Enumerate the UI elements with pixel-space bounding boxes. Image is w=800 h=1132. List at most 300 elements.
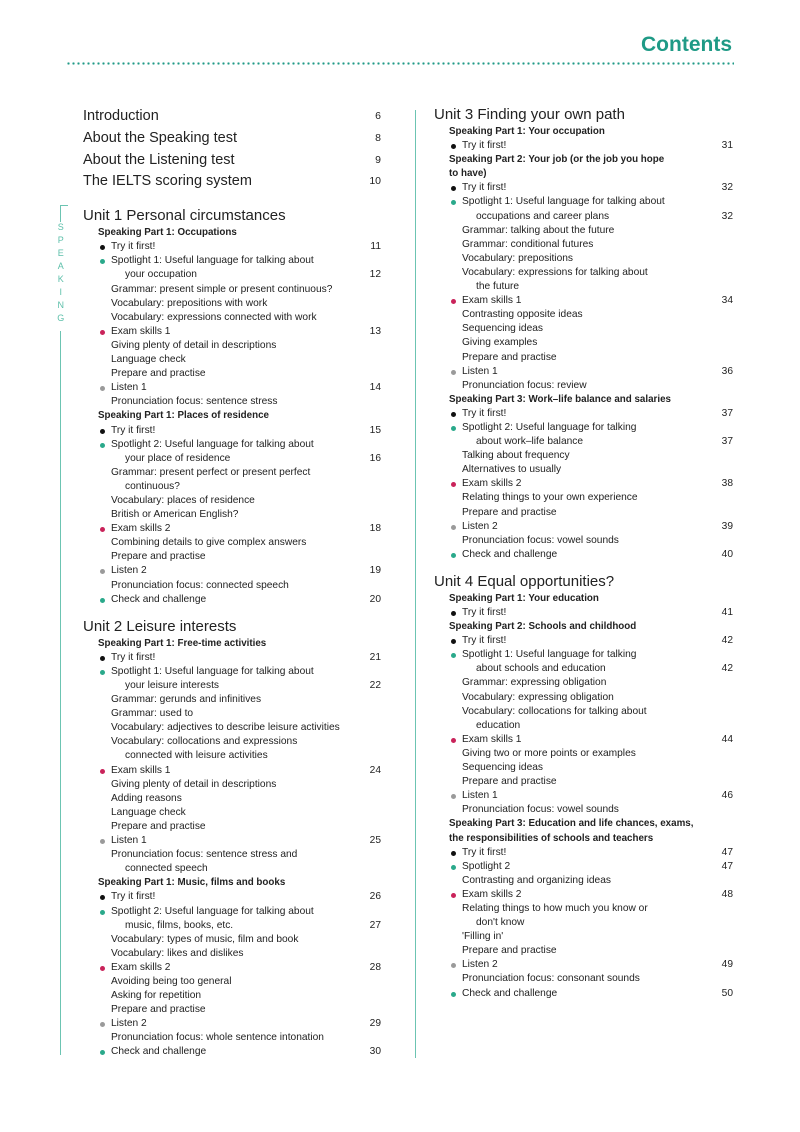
entry-text: Unit 4 Equal opportunities? — [434, 572, 615, 590]
entry-text: Exam skills 2 — [111, 523, 171, 535]
grey-bullet-icon — [451, 963, 456, 968]
contents-subentry[interactable] — [83, 721, 381, 735]
contents-subentry[interactable] — [434, 676, 733, 690]
contents-subentry[interactable] — [434, 930, 733, 944]
page-number: 49 — [721, 959, 733, 971]
entry-text: Try it first! — [111, 651, 156, 663]
entry-text: Spotlight 1: Useful language for talking — [462, 649, 637, 661]
entry-text: Grammar: conditional futures — [462, 238, 594, 250]
page-number: 48 — [721, 888, 733, 900]
contents-entry[interactable] — [83, 905, 381, 919]
contents-subentry[interactable] — [434, 761, 733, 775]
entry-text: Prepare and practise — [462, 776, 557, 788]
contents-subentry[interactable] — [434, 308, 733, 322]
entry-text: Combining details to give complex answers — [111, 537, 307, 549]
contents-entry[interactable] — [83, 564, 381, 578]
contents-subentry[interactable] — [83, 339, 381, 353]
contents-subentry[interactable] — [434, 224, 733, 238]
entry-text: Exam skills 1 — [111, 325, 171, 337]
entry-text: Unit 1 Personal circumstances — [83, 207, 286, 225]
contents-entry[interactable] — [434, 846, 733, 860]
contents-subentry[interactable] — [434, 463, 733, 477]
page-number: 46 — [721, 790, 733, 802]
contents-subentry[interactable] — [83, 579, 381, 593]
black-bullet-icon — [100, 429, 105, 434]
entry-text: Speaking Part 1: Occupations — [98, 227, 237, 239]
contents-entry[interactable] — [83, 593, 381, 607]
contents-entry[interactable] — [434, 987, 733, 1001]
grey-bullet-icon — [451, 525, 456, 530]
section-heading[interactable] — [83, 409, 381, 423]
entry-text: Speaking Part 1: Free-time activities — [98, 637, 267, 649]
page-number: 10 — [369, 175, 381, 188]
page-number: 14 — [369, 382, 381, 394]
contents-subentry[interactable] — [434, 238, 733, 252]
green-bullet-icon — [451, 865, 456, 870]
entry-text: Pronunciation focus: review — [462, 379, 587, 391]
red-bullet-icon — [451, 738, 456, 743]
contents-subentry-continued[interactable] — [434, 719, 733, 733]
contents-subentry-continued[interactable] — [434, 280, 733, 294]
contents-column-right — [434, 106, 733, 1001]
entry-text: Exam skills 2 — [462, 888, 522, 900]
contents-entry[interactable] — [434, 888, 733, 902]
contents-entry[interactable] — [434, 181, 733, 195]
entry-text: Language check — [111, 354, 186, 366]
entry-text: Pronunciation focus: connected speech — [111, 579, 289, 591]
page-number: 37 — [721, 407, 733, 419]
entry-text: Speaking Part 1: Music, films and books — [98, 877, 286, 889]
entry-text: Spotlight 2: Useful language for talking about — [111, 905, 314, 917]
contents-entry[interactable] — [434, 548, 733, 562]
entry-text: Alternatives to usually — [462, 464, 562, 476]
contents-subentry[interactable] — [434, 775, 733, 789]
entry-text: about schools and education — [476, 663, 606, 675]
contents-subentry[interactable] — [83, 778, 381, 792]
section-heading[interactable] — [434, 832, 733, 846]
page-number: 32 — [721, 210, 733, 222]
entry-text: Prepare and practise — [111, 1004, 206, 1016]
entry-text: Prepare and practise — [111, 820, 206, 832]
contents-entry[interactable] — [83, 522, 381, 536]
section-heading[interactable] — [83, 226, 381, 240]
contents-column-left — [83, 106, 381, 1060]
contents-subentry[interactable] — [434, 449, 733, 463]
contents-subentry[interactable] — [434, 266, 733, 280]
entry-text: 'Filling in' — [462, 931, 504, 943]
red-bullet-icon — [100, 527, 105, 532]
contents-subentry[interactable] — [83, 975, 381, 989]
grey-bullet-icon — [451, 794, 456, 799]
contents-entry[interactable] — [434, 365, 733, 379]
entry-text: Grammar: gerunds and infinitives — [111, 694, 262, 706]
entry-text: Contrasting opposite ideas — [462, 309, 583, 321]
entry-text: Vocabulary: places of residence — [111, 494, 255, 506]
section-heading[interactable] — [434, 167, 733, 181]
contents-subentry-continued[interactable] — [434, 916, 733, 930]
contents-entry[interactable] — [83, 890, 381, 904]
entry-text: Sequencing ideas — [462, 323, 543, 335]
entry-text: Pronunciation focus: vowel sounds — [462, 804, 619, 816]
entry-text: Speaking Part 2: Schools and childhood — [449, 621, 637, 633]
red-bullet-icon — [100, 966, 105, 971]
contents-subentry-continued[interactable] — [434, 210, 733, 224]
contents-entry[interactable] — [434, 634, 733, 648]
contents-subentry-continued[interactable] — [83, 862, 381, 876]
column-divider — [415, 110, 416, 1058]
entry-text: Speaking Part 1: Your occupation — [449, 126, 605, 137]
contents-subentry[interactable] — [83, 395, 381, 409]
contents-subentry-continued[interactable] — [83, 749, 381, 763]
entry-text: Grammar: present simple or present continuous? — [111, 283, 333, 295]
section-heading[interactable] — [434, 620, 733, 634]
page-title: Contents — [641, 33, 732, 56]
entry-text: Giving plenty of detail in descriptions — [111, 339, 277, 351]
contents-entry[interactable] — [434, 421, 733, 435]
entry-text: Try it first! — [111, 424, 156, 436]
contents-subentry[interactable] — [83, 707, 381, 721]
entry-text: the responsibilities of schools and teachers — [449, 832, 654, 844]
contents-subentry[interactable] — [83, 550, 381, 564]
black-bullet-icon — [451, 639, 456, 644]
entry-text: Pronunciation focus: sentence stress — [111, 396, 278, 408]
page-number: 36 — [721, 365, 733, 377]
section-heading[interactable] — [434, 817, 733, 831]
contents-entry[interactable] — [83, 381, 381, 395]
contents-subentry[interactable] — [434, 351, 733, 365]
entry-text: Check and challenge — [111, 593, 207, 605]
contents-subentry[interactable] — [83, 820, 381, 834]
section-heading[interactable] — [434, 393, 733, 407]
contents-entry[interactable] — [83, 1045, 381, 1059]
red-bullet-icon — [100, 330, 105, 335]
grey-bullet-icon — [100, 1022, 105, 1027]
front-matter-entry[interactable] — [83, 150, 381, 172]
entry-text: Prepare and practise — [111, 551, 206, 563]
contents-subentry-continued[interactable] — [83, 919, 381, 933]
entry-text: don't know — [476, 917, 525, 929]
entry-text: Spotlight 1: Useful language for talking about — [111, 665, 314, 677]
page-number: 42 — [721, 663, 733, 675]
green-bullet-icon — [100, 443, 105, 448]
entry-text: to have) — [449, 168, 487, 180]
entry-text: Prepare and practise — [111, 368, 206, 380]
contents-subentry[interactable] — [434, 322, 733, 336]
entry-text: your leisure interests — [125, 680, 219, 691]
contents-entry[interactable] — [434, 139, 733, 153]
page-number: 13 — [369, 325, 381, 337]
contents-entry[interactable] — [83, 651, 381, 665]
page-number: 28 — [369, 961, 381, 973]
contents-entry[interactable] — [434, 294, 733, 308]
green-bullet-icon — [451, 653, 456, 658]
entry-text: Relating things to how much you know or — [462, 902, 648, 914]
entry-text: Try it first! — [462, 182, 507, 194]
green-bullet-icon — [100, 1050, 105, 1055]
section-heading[interactable] — [434, 125, 733, 139]
entry-text: about work–life balance — [476, 436, 584, 448]
entry-text: education — [476, 719, 521, 731]
entry-text: Contrasting and organizing ideas — [462, 874, 611, 886]
contents-entry[interactable] — [83, 834, 381, 848]
contents-subentry[interactable] — [434, 336, 733, 350]
contents-entry[interactable] — [83, 438, 381, 452]
contents-subentry[interactable] — [434, 506, 733, 520]
contents-subentry[interactable] — [83, 536, 381, 550]
entry-text: Vocabulary: collocations and expressions — [111, 736, 298, 748]
entry-text: Listen 2 — [111, 565, 147, 577]
front-matter-entry[interactable] — [83, 128, 381, 150]
grey-bullet-icon — [451, 370, 456, 375]
contents-subentry[interactable] — [83, 933, 381, 947]
entry-text: Unit 2 Leisure interests — [83, 617, 237, 635]
entry-text: Spotlight 2: Useful language for talking about — [111, 438, 314, 450]
unit-heading[interactable] — [434, 106, 733, 124]
entry-text: Grammar: talking about the future — [462, 224, 615, 236]
entry-text: Spotlight 2: Useful language for talking — [462, 421, 637, 433]
page-number: 16 — [369, 452, 381, 464]
page-number: 25 — [369, 835, 381, 847]
contents-subentry[interactable] — [434, 705, 733, 719]
contents-entry[interactable] — [83, 764, 381, 778]
entry-text: Listen 2 — [111, 1018, 147, 1030]
unit-heading[interactable] — [434, 573, 733, 591]
contents-subentry[interactable] — [434, 691, 733, 705]
contents-subentry[interactable] — [83, 693, 381, 707]
entry-text: Spotlight 2 — [462, 860, 511, 872]
entry-text: your place of residence — [125, 452, 231, 464]
entry-text: Vocabulary: expressing obligation — [462, 691, 614, 703]
black-bullet-icon — [100, 895, 105, 900]
page-number: 34 — [721, 295, 733, 307]
page-number: 37 — [721, 436, 733, 448]
contents-subentry[interactable] — [83, 494, 381, 508]
red-bullet-icon — [451, 299, 456, 304]
contents-entry[interactable] — [83, 325, 381, 339]
page-number: 38 — [721, 478, 733, 490]
entry-text: Language check — [111, 806, 186, 818]
page-number: 12 — [369, 269, 381, 281]
contents-subentry-continued[interactable] — [434, 662, 733, 676]
page-number: 41 — [721, 607, 733, 618]
page-number: 6 — [375, 110, 381, 122]
contents-subentry[interactable] — [83, 353, 381, 367]
entry-text: Spotlight 1: Useful language for talking about — [462, 196, 665, 208]
section-heading[interactable] — [434, 592, 733, 606]
entry-text: music, films, books, etc. — [125, 919, 234, 931]
entry-text: Asking for repetition — [111, 990, 202, 1002]
contents-subentry[interactable] — [83, 1003, 381, 1017]
entry-text: Giving two or more points or examples — [462, 747, 636, 759]
page-number: 47 — [721, 846, 733, 858]
dotted-divider — [66, 62, 734, 65]
contents-subentry[interactable] — [434, 534, 733, 548]
front-matter-entry[interactable] — [83, 171, 381, 193]
entry-text: Prepare and practise — [462, 945, 557, 957]
entry-text: Vocabulary: types of music, film and book — [111, 933, 299, 945]
page-number: 31 — [721, 140, 733, 152]
section-bracket-line — [60, 205, 61, 1055]
contents-entry[interactable] — [434, 520, 733, 534]
entry-text: Try it first! — [462, 635, 507, 647]
green-bullet-icon — [451, 426, 456, 431]
green-bullet-icon — [100, 598, 105, 603]
contents-subentry[interactable] — [83, 792, 381, 806]
page-number: 9 — [375, 153, 381, 166]
contents-subentry[interactable] — [83, 466, 381, 480]
contents-subentry[interactable] — [434, 972, 733, 986]
contents-subentry-continued[interactable] — [83, 452, 381, 466]
black-bullet-icon — [451, 412, 456, 417]
contents-entry[interactable] — [83, 254, 381, 268]
entry-text: Listen 1 — [462, 790, 498, 802]
page-number: 20 — [369, 593, 381, 605]
front-matter-entry[interactable] — [83, 106, 381, 128]
section-heading[interactable] — [434, 153, 733, 167]
entry-text: Speaking Part 2: Your job (or the job you hope — [449, 154, 665, 166]
black-bullet-icon — [451, 851, 456, 856]
entry-text: Prepare and practise — [462, 506, 557, 518]
entry-text: connected speech — [125, 863, 208, 875]
section-label-text: SPEAKING — [55, 222, 66, 326]
page-number: 39 — [721, 520, 733, 532]
contents-subentry-continued[interactable] — [83, 679, 381, 693]
entry-text: Exam skills 1 — [111, 764, 171, 776]
section-heading[interactable] — [83, 876, 381, 890]
contents-subentry[interactable] — [434, 874, 733, 888]
entry-text: Vocabulary: prepositions with work — [111, 297, 268, 309]
green-bullet-icon — [451, 200, 456, 205]
page-number: 47 — [721, 860, 733, 872]
page-number: 8 — [375, 131, 381, 144]
entry-text: Sequencing ideas — [462, 762, 543, 774]
entry-text: Vocabulary: expressions connected with work — [111, 311, 317, 323]
contents-entry[interactable] — [434, 733, 733, 747]
page-number: 40 — [721, 548, 733, 560]
entry-text: Vocabulary: prepositions — [462, 252, 573, 264]
contents-subentry-continued[interactable] — [434, 435, 733, 449]
entry-text: The IELTS scoring system — [83, 173, 252, 190]
entry-text: Exam skills 1 — [462, 295, 522, 307]
green-bullet-icon — [451, 992, 456, 997]
entry-text: Adding reasons — [111, 792, 182, 804]
entry-text: Listen 1 — [111, 835, 147, 847]
entry-text: Exam skills 1 — [462, 733, 522, 745]
page-number: 26 — [369, 891, 381, 903]
contents-subentry[interactable] — [83, 806, 381, 820]
entry-text: Listen 1 — [462, 365, 498, 377]
page-number: 32 — [721, 182, 733, 194]
entry-text: Giving examples — [462, 337, 538, 349]
contents-entry[interactable] — [434, 477, 733, 491]
contents-subentry[interactable] — [83, 367, 381, 381]
contents-entry[interactable] — [434, 789, 733, 803]
black-bullet-icon — [100, 656, 105, 661]
entry-text: Listen 2 — [462, 959, 498, 971]
entry-text: Try it first! — [462, 607, 507, 618]
contents-subentry[interactable] — [83, 311, 381, 325]
entry-text: Try it first! — [111, 891, 156, 903]
entry-text: Pronunciation focus: consonant sounds — [462, 973, 640, 985]
page-number: 11 — [370, 241, 381, 253]
entry-text: Grammar: used to — [111, 708, 194, 720]
entry-text: Speaking Part 3: Education and life chances, exams, — [449, 818, 694, 830]
contents-entry[interactable] — [83, 1017, 381, 1031]
entry-text: About the Listening test — [83, 151, 235, 168]
entry-text: Talking about frequency — [462, 450, 570, 462]
page-number: 27 — [369, 919, 381, 931]
contents-subentry-continued[interactable] — [83, 268, 381, 282]
contents-entry[interactable] — [434, 606, 733, 620]
section-label-speaking — [53, 222, 67, 331]
contents-subentry[interactable] — [434, 252, 733, 266]
entry-text: Try it first! — [111, 241, 156, 253]
page-number: 22 — [369, 680, 381, 691]
contents-subentry[interactable] — [434, 379, 733, 393]
red-bullet-icon — [451, 482, 456, 487]
contents-entry[interactable] — [434, 958, 733, 972]
contents-entry[interactable] — [434, 860, 733, 874]
page-number: 42 — [721, 635, 733, 647]
contents-entry[interactable] — [434, 648, 733, 662]
contents-subentry-continued[interactable] — [83, 480, 381, 494]
contents-subentry[interactable] — [83, 297, 381, 311]
contents-entry[interactable] — [434, 195, 733, 209]
entry-text: Pronunciation focus: sentence stress and — [111, 849, 298, 861]
contents-subentry[interactable] — [83, 848, 381, 862]
contents-subentry[interactable] — [83, 283, 381, 297]
entry-text: Check and challenge — [462, 548, 558, 560]
page-number: 24 — [369, 764, 381, 776]
page-number: 21 — [369, 651, 381, 663]
contents-subentry[interactable] — [83, 947, 381, 961]
page-number: 29 — [369, 1018, 381, 1030]
contents-subentry[interactable] — [83, 735, 381, 749]
section-heading[interactable] — [83, 637, 381, 651]
unit-heading[interactable] — [83, 618, 381, 636]
contents-entry[interactable] — [83, 240, 381, 254]
contents-entry[interactable] — [83, 665, 381, 679]
green-bullet-icon — [100, 670, 105, 675]
entry-text: occupations and career plans — [476, 210, 610, 222]
red-bullet-icon — [100, 769, 105, 774]
entry-text: British or American English? — [111, 509, 239, 521]
black-bullet-icon — [100, 245, 105, 250]
page-number: 44 — [721, 733, 733, 745]
page-number: 18 — [369, 523, 381, 535]
contents-entry[interactable] — [434, 407, 733, 421]
contents-entry[interactable] — [83, 424, 381, 438]
entry-text: Vocabulary: expressions for talking about — [462, 266, 648, 278]
contents-subentry[interactable] — [434, 803, 733, 817]
page-number: 15 — [369, 424, 381, 436]
contents-entry[interactable] — [83, 961, 381, 975]
contents-subentry[interactable] — [434, 491, 733, 505]
unit-heading[interactable] — [83, 207, 381, 225]
red-bullet-icon — [451, 893, 456, 898]
entry-text: Avoiding being too general — [111, 975, 232, 987]
contents-subentry[interactable] — [434, 944, 733, 958]
black-bullet-icon — [451, 186, 456, 191]
contents-subentry[interactable] — [83, 1031, 381, 1045]
contents-subentry[interactable] — [83, 508, 381, 522]
contents-subentry[interactable] — [434, 902, 733, 916]
entry-text: Try it first! — [462, 846, 507, 858]
contents-subentry[interactable] — [83, 989, 381, 1003]
entry-text: Check and challenge — [111, 1046, 207, 1058]
entry-text: connected with leisure activities — [125, 750, 268, 762]
contents-subentry[interactable] — [434, 747, 733, 761]
